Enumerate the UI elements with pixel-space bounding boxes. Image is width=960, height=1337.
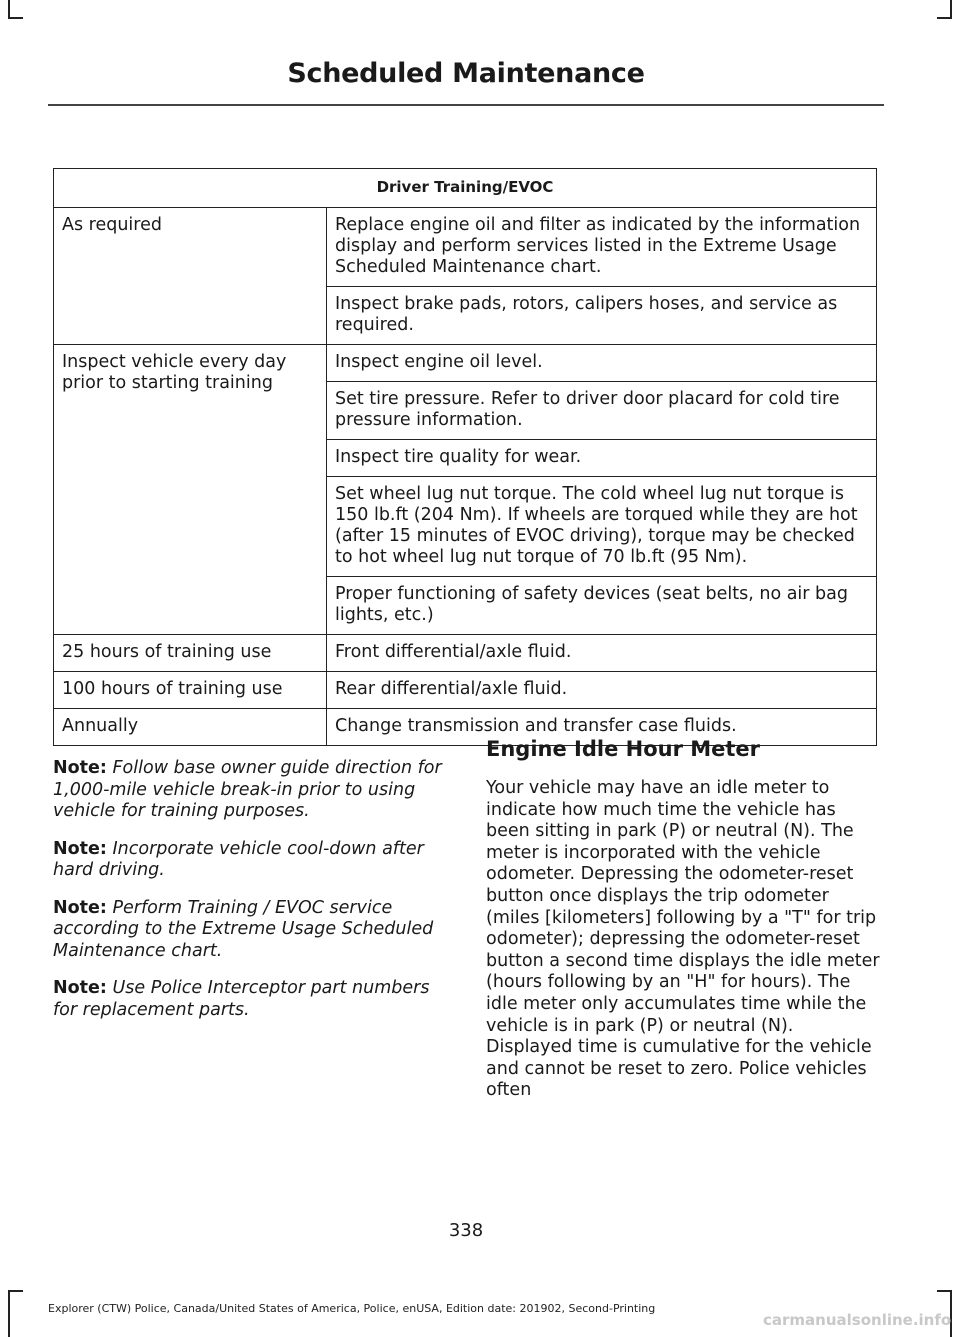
service-cell: Replace engine oil and filter as indicated by the information display and perform services listed in the Extreme Usage Scheduled Maintenance chart.: [327, 208, 877, 287]
service-cell: Change transmission and transfer case fluids.: [327, 709, 877, 746]
page-number: 338: [448, 1220, 484, 1241]
page-title: Scheduled Maintenance: [287, 58, 645, 89]
crop-mark-top-right-horizontal: [937, 17, 952, 19]
interval-cell: 100 hours of training use: [54, 672, 327, 709]
note-text: Perform Training / EVOC service according to the Extreme Usage Scheduled Maintenance chart.: [53, 897, 434, 961]
crop-mark-top-left-vertical: [8, 0, 10, 18]
service-cell: Inspect tire quality for wear.: [327, 440, 877, 477]
table-row: [54, 672, 877, 709]
table-row: [54, 345, 877, 382]
note-text: Follow base owner guide direction for 1,000-mile vehicle break-in prior to using vehicle for training purposes.: [53, 758, 442, 821]
section-body: Your vehicle may have an idle meter to indicate how much time the vehicle has been sitting in park (P) or neutral (N). The meter is incorporated with the vehicle odometer. Depressing the odometer-reset button once displays the trip odometer (miles [kilometers] following by a "T" for trip odometer); depressing the odometer-reset button a second time displays the idle meter (hours following by an "H" for hours). The idle meter only accumulates time while the vehicle is in park (P) or neutral (N). Displayed time is cumulative for the vehicle and cannot be reset to zero. Police vehicles often: [486, 778, 880, 1101]
note-paragraph: [53, 758, 449, 823]
table-row: [54, 208, 877, 287]
driver-training-maintenance-table: [53, 168, 877, 746]
note-text: Use Police Interceptor part numbers for replacement parts.: [53, 978, 430, 1020]
service-cell: Front differential/axle fluid.: [327, 635, 877, 672]
table-row: [54, 635, 877, 672]
note-label: Note:: [53, 897, 107, 918]
note-paragraph: [53, 898, 449, 963]
service-cell: Proper functioning of safety devices (seat belts, no air bag lights, etc.): [327, 577, 877, 635]
crop-mark-bottom-right-horizontal: [937, 1290, 952, 1292]
crop-mark-bottom-left-vertical: [8, 1290, 10, 1337]
section-heading: Engine Idle Hour Meter: [486, 737, 761, 761]
note-text: Incorporate vehicle cool-down after hard driving.: [53, 838, 424, 880]
service-cell: Set wheel lug nut torque. The cold wheel lug nut torque is 150 lb.ft (204 Nm). If wheels are torqued while they are hot (after 15 minutes of EVOC driving), torque may be checked to hot wheel lug nut torque of 70 lb.ft (95 Nm).: [327, 477, 877, 577]
note-label: Note:: [53, 758, 107, 778]
interval-cell: As required: [54, 208, 327, 345]
crop-mark-top-right-vertical: [950, 0, 952, 18]
note-paragraph: [53, 978, 449, 1021]
service-cell: Inspect brake pads, rotors, calipers hoses, and service as required.: [327, 287, 877, 345]
crop-mark-bottom-left-horizontal: [8, 1290, 23, 1292]
interval-cell: Annually: [54, 709, 327, 746]
footer-edition-info: Explorer (CTW) Police, Canada/United States of America, Police, enUSA, Edition date: 201902, Second-Printing: [48, 1302, 656, 1315]
service-cell: Inspect engine oil level.: [327, 345, 877, 382]
idle-meter-section: [486, 736, 880, 1102]
watermark: carmanualsonline.info: [763, 1311, 952, 1329]
table-header-row: [54, 169, 877, 208]
note-label: Note:: [53, 838, 107, 859]
notes-column: [53, 758, 449, 1037]
crop-mark-top-left-horizontal: [8, 17, 23, 19]
service-cell: Rear differential/axle fluid.: [327, 672, 877, 709]
table-heading: Driver Training/EVOC: [54, 169, 877, 208]
interval-cell: Inspect vehicle every day prior to starting training: [54, 345, 327, 635]
note-label: Note:: [53, 978, 107, 998]
note-paragraph: [53, 839, 449, 882]
interval-cell: 25 hours of training use: [54, 635, 327, 672]
service-cell: Set tire pressure. Refer to driver door placard for cold tire pressure information.: [327, 382, 877, 440]
title-divider: [48, 104, 884, 106]
